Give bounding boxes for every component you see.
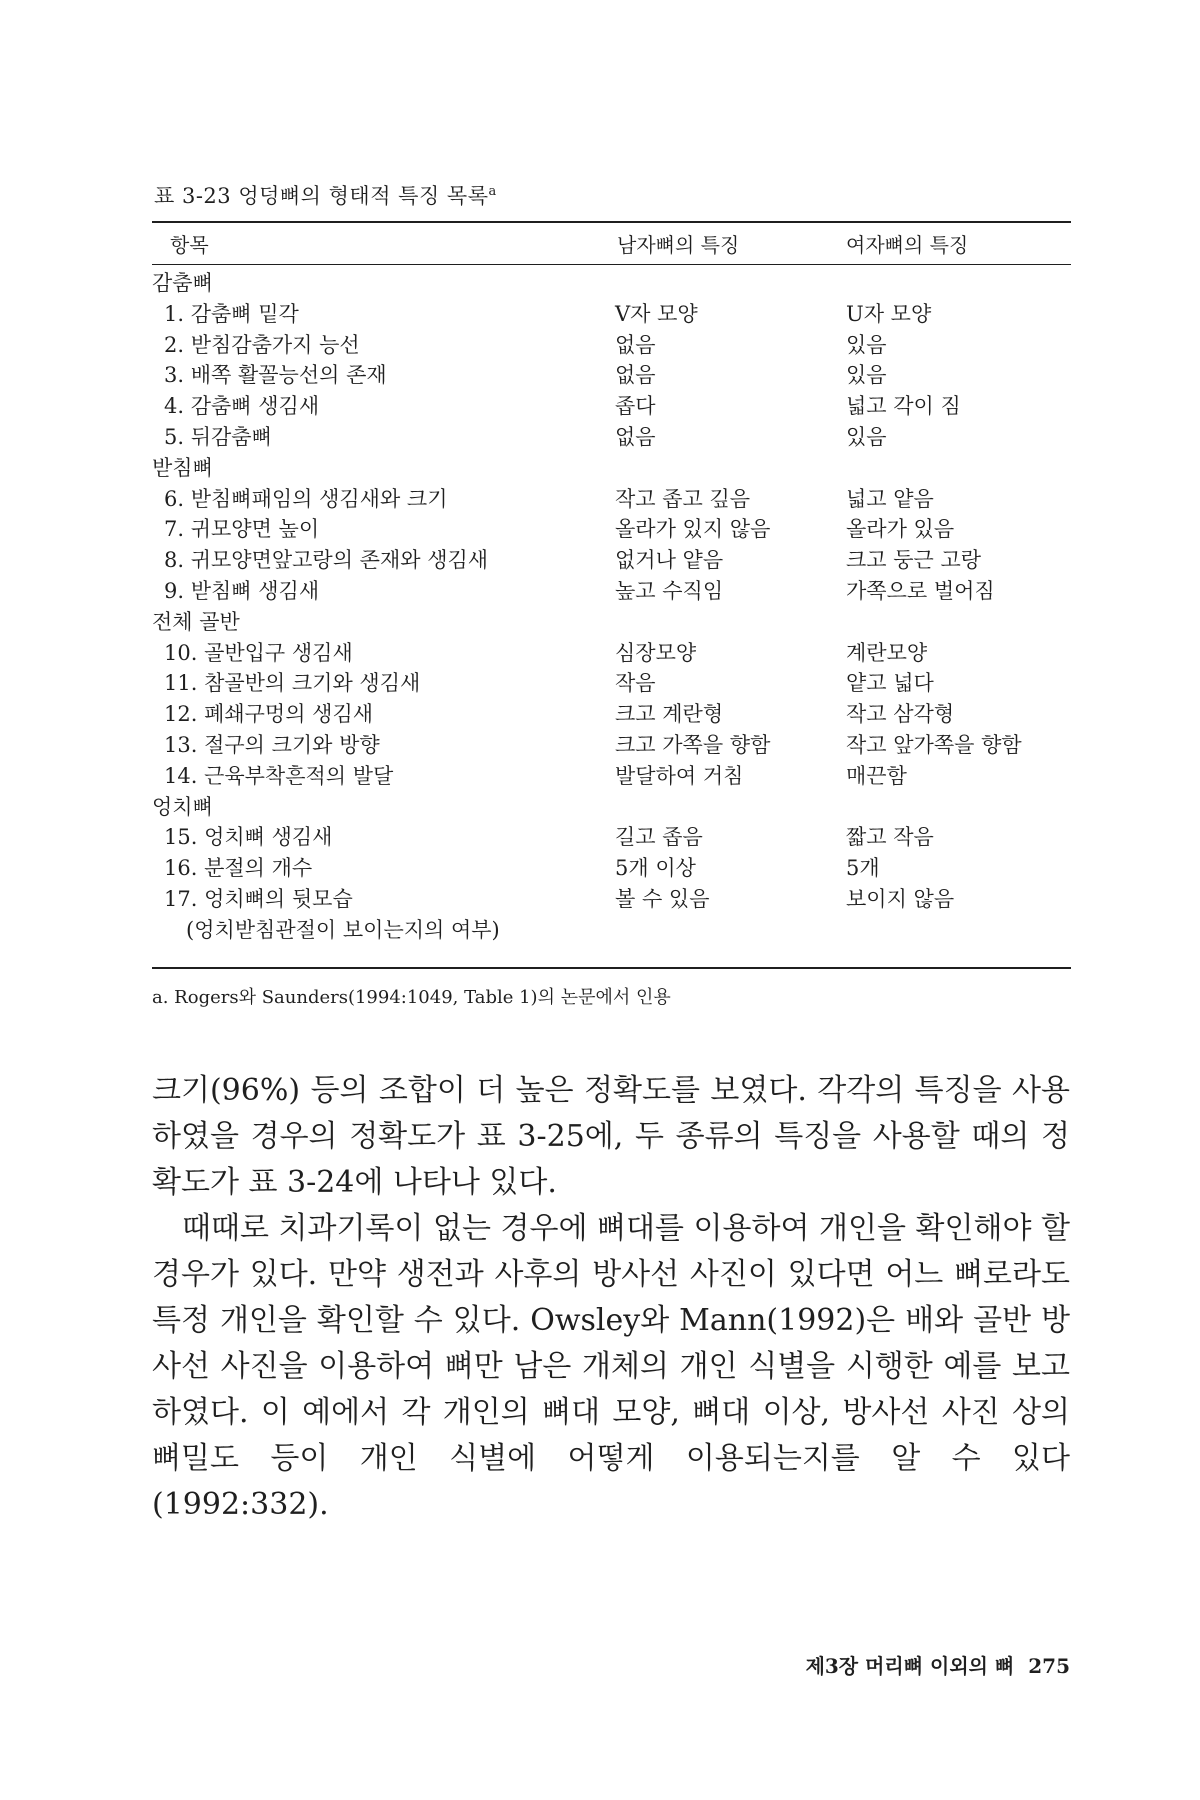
- cell-male: 발달하여 거침: [615, 763, 744, 788]
- cell-male: V자 모양: [615, 301, 698, 326]
- running-footer: [806, 1650, 1070, 1679]
- table-row: [152, 853, 1071, 884]
- table-row: [152, 576, 1071, 607]
- cell-female: 넓고 각이 짐: [846, 394, 961, 419]
- table-row: [152, 668, 1071, 699]
- cell-female: 얕고 넓다: [846, 671, 934, 696]
- table-row: [152, 699, 1071, 730]
- cell-item: 3. 배쪽 활꼴능선의 존재: [164, 363, 387, 388]
- cell-item: 8. 귀모양면앞고랑의 존재와 생김새: [164, 548, 489, 573]
- cell-male: 작고 좁고 깊음: [615, 486, 751, 511]
- cell-item: 13. 절구의 크기와 방향: [164, 732, 380, 757]
- table-row: [152, 545, 1071, 576]
- cell-item: 엉치뼈: [152, 794, 213, 819]
- cell-male: 올라가 있지 않음: [615, 517, 771, 542]
- cell-male: 심장모양: [615, 640, 697, 665]
- cell-female: 계란모양: [846, 640, 928, 665]
- cell-male: 길고 좁음: [615, 825, 703, 850]
- table-header-row: [152, 229, 1071, 261]
- table-row: [152, 638, 1071, 669]
- table-caption-text: 표 3-23 엉덩뼈의 형태적 특징 목록: [154, 184, 489, 208]
- cell-item: 전체 골반: [152, 609, 240, 634]
- cell-item: 11. 참골반의 크기와 생김새: [164, 671, 421, 696]
- cell-male: 작음: [615, 671, 656, 696]
- table-row: [152, 299, 1071, 330]
- cell-female: 있음: [846, 424, 887, 449]
- cell-female: 작고 삼각형: [846, 702, 955, 727]
- cell-female: 작고 앞가쪽을 향함: [846, 732, 1022, 757]
- header-male-features: 남자뼈의 특징: [617, 233, 740, 257]
- table-row: [152, 822, 1071, 853]
- table-row: [152, 330, 1071, 361]
- cell-item: 17. 엉치뼈의 뒷모습: [164, 886, 353, 911]
- table-section-row: [152, 792, 1071, 823]
- cell-male: 볼 수 있음: [615, 886, 710, 911]
- cell-item: 받침뼈: [152, 455, 213, 480]
- cell-female: 크고 둥근 고랑: [846, 548, 982, 573]
- cell-female: 매끈함: [846, 763, 907, 788]
- cell-item: 1. 감춤뼈 밑각: [164, 301, 299, 326]
- cell-male: 크고 계란형: [615, 702, 724, 727]
- cell-male: 없음: [615, 424, 656, 449]
- cell-female: 보이지 않음: [846, 886, 955, 911]
- table-row: [152, 730, 1071, 761]
- chapter-title: 제3장 머리뼈 이외의 뼈: [805, 1654, 1015, 1678]
- cell-female: 가쪽으로 벌어짐: [846, 578, 995, 603]
- cell-male: 없거나 얕음: [615, 548, 724, 573]
- cell-item: 6. 받침뼈패임의 생김새와 크기: [164, 486, 448, 511]
- cell-item: 4. 감춤뼈 생김새: [164, 394, 320, 419]
- table-section-row: [152, 607, 1071, 638]
- cell-female: 있음: [846, 332, 887, 357]
- cell-female: 올라가 있음: [846, 517, 955, 542]
- cell-male: 없음: [615, 332, 656, 357]
- table-header-rule: [152, 264, 1071, 265]
- table-row: [152, 761, 1071, 792]
- cell-male: 없음: [615, 363, 656, 388]
- cell-male: 높고 수직임: [615, 578, 724, 603]
- cell-item: 14. 근육부착흔적의 발달: [164, 763, 394, 788]
- paragraph: 크기(96%) 등의 조합이 더 높은 정확도를 보였다. 각각의 특징을 사용하였을 경우의 정확도가 표 3-25에, 두 종류의 특징을 사용할 때의 정확도가 표 3-24에 나타나 있다.: [152, 1073, 1070, 1200]
- cell-item: 5. 뒤감춤뼈: [164, 424, 272, 449]
- cell-item: 9. 받침뼈 생김새: [164, 578, 320, 603]
- table-row: [152, 484, 1071, 515]
- table-row: [152, 514, 1071, 545]
- table-row: [152, 391, 1071, 422]
- cell-female: 5개: [846, 856, 880, 881]
- table-row: [152, 884, 1071, 915]
- table-bottom-rule: [152, 967, 1071, 969]
- cell-item: 16. 분절의 개수: [164, 856, 313, 881]
- paragraph: 때때로 치과기록이 없는 경우에 뼈대를 이용하여 개인을 확인해야 할 경우가 있다. 만약 생전과 사후의 방사선 사진이 있다면 어느 뼈로라도 특정 개인을 확인할 수 있다. Owsley와 Mann(1992)은 배와 골반 방사선 사진을 이용하여 뼈만 남은 개체의 개인 식별을 시행한 예를 보고하였다. 이 예에서 각 개인의 뼈대 모양, 뼈대 이상, 방사선 사진 상의 뼈밀도 등이 개인 식별에 어떻게 이용되는지를 알 수 있다(1992:332).: [152, 1211, 1070, 1522]
- header-female-features: 여자뼈의 특징: [846, 233, 969, 257]
- page-number: 275: [1028, 1654, 1070, 1678]
- table-top-rule: [152, 221, 1071, 223]
- table-row: [152, 422, 1071, 453]
- cell-female: 짧고 작음: [846, 825, 934, 850]
- cell-item: 15. 엉치뼈 생김새: [164, 825, 333, 850]
- header-item: 항목: [170, 233, 209, 257]
- cell-female: 있음: [846, 363, 887, 388]
- table-section-row: [152, 268, 1071, 299]
- cell-item: 12. 폐쇄구멍의 생김새: [164, 702, 374, 727]
- cell-item: (엉치받침관절이 보이는지의 여부): [186, 917, 500, 942]
- cell-item: 7. 귀모양면 높이: [164, 517, 320, 542]
- table-body: [152, 268, 1071, 946]
- cell-male: 크고 가쪽을 향함: [615, 732, 771, 757]
- table-row: [152, 915, 1071, 946]
- table-row: [152, 360, 1071, 391]
- cell-female: 넓고 얕음: [846, 486, 934, 511]
- table-caption-footnote-mark: a: [488, 184, 497, 199]
- cell-male: 좁다: [615, 394, 656, 419]
- table-footnote: a. Rogers와 Saunders(1994:1049, Table 1)의 논문에서 인용: [152, 987, 671, 1008]
- cell-item: 감춤뼈: [152, 271, 213, 295]
- cell-female: U자 모양: [846, 301, 932, 326]
- cell-item: 2. 받침감춤가지 능선: [164, 332, 360, 357]
- table-section-row: [152, 453, 1071, 484]
- table-caption: [154, 180, 497, 210]
- cell-male: 5개 이상: [615, 856, 696, 881]
- cell-item: 10. 골반입구 생김새: [164, 640, 353, 665]
- body-text: [152, 1068, 1070, 1528]
